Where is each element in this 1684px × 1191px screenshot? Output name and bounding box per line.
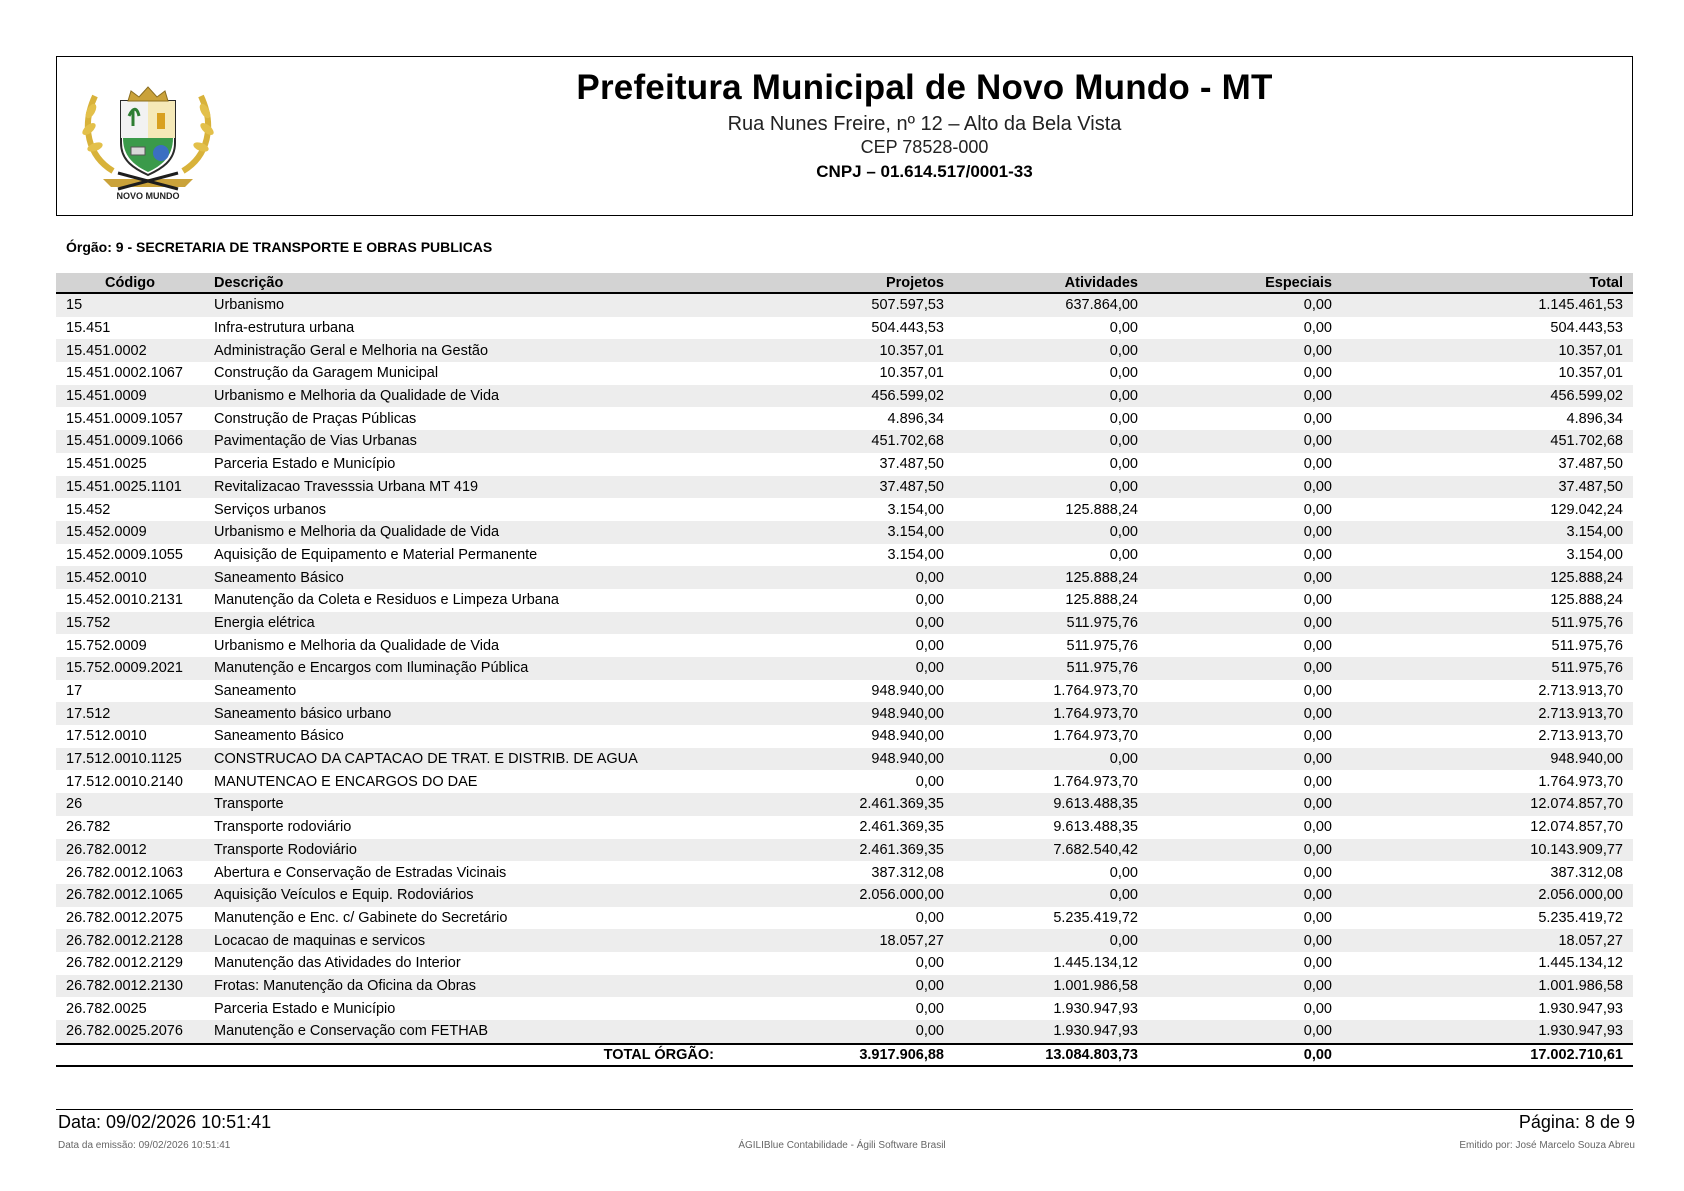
cell-projetos: 504.443,53 [871, 320, 944, 337]
cell-projetos: 387.312,08 [871, 864, 944, 881]
cell-total: 5.235.419,72 [1538, 909, 1623, 926]
cell-total: 2.713.913,70 [1342, 702, 1633, 725]
cell-atividades: 0,00 [954, 521, 1148, 544]
cell-especiais: 0,00 [1303, 365, 1332, 382]
cell-especiais: 0,00 [1148, 566, 1342, 589]
cell-total: 3.154,00 [1566, 546, 1623, 563]
cell-projetos: 948.940,00 [871, 728, 944, 745]
cell-total: 37.487,50 [1342, 476, 1633, 499]
cell-total: 125.888,24 [1342, 566, 1633, 589]
cell-projetos: 507.597,53 [724, 293, 954, 317]
cell-total: 2.056.000,00 [1342, 884, 1633, 907]
cell-descricao: Parceria Estado e Município [214, 456, 396, 473]
col-header-especiais: Especiais [1148, 273, 1342, 293]
table-row [56, 339, 1633, 362]
footer-issuer: Emitido por: José Marcelo Souza Abreu [1459, 1140, 1635, 1151]
table-row [56, 521, 1633, 544]
cell-projetos: 948.940,00 [724, 748, 954, 771]
cell-projetos: 456.599,02 [724, 385, 954, 408]
report-header [56, 56, 1633, 216]
table-total-row [56, 1044, 1633, 1066]
table-row [56, 407, 1633, 430]
cell-atividades: 7.682.540,42 [954, 839, 1148, 862]
cell-atividades: 0,00 [954, 929, 1148, 952]
cell-atividades: 0,00 [954, 476, 1148, 499]
table-row [56, 997, 1633, 1020]
cell-codigo: 17.512.0010.1125 [56, 748, 204, 771]
cell-atividades: 0,00 [1109, 456, 1138, 473]
total-projetos: 3.917.906,88 [724, 1044, 954, 1066]
cell-total: 511.975,76 [1342, 612, 1633, 635]
cell-codigo: 15.451.0002 [56, 339, 204, 362]
cell-codigo: 17.512.0010 [66, 728, 147, 745]
cell-atividades: 0,00 [1109, 365, 1138, 382]
cell-atividades: 1.445.134,12 [1053, 955, 1138, 972]
cell-total: 10.357,01 [1342, 339, 1633, 362]
cell-descricao: Administração Geral e Melhoria na Gestão [204, 339, 724, 362]
cell-especiais: 0,00 [1303, 683, 1332, 700]
cell-atividades: 9.613.488,35 [954, 793, 1148, 816]
budget-table [56, 273, 1633, 1067]
cell-descricao: Saneamento básico urbano [204, 702, 724, 725]
table-row [56, 839, 1633, 862]
cell-atividades: 9.613.488,35 [1053, 819, 1138, 836]
cell-codigo: 26 [56, 793, 204, 816]
table-row [56, 498, 1633, 521]
cell-total: 1.445.134,12 [1538, 955, 1623, 972]
cell-total: 18.057,27 [1342, 929, 1633, 952]
cell-atividades: 125.888,24 [954, 566, 1148, 589]
cell-projetos: 4.896,34 [887, 410, 944, 427]
cell-codigo: 15.451.0009.1066 [56, 430, 204, 453]
cell-descricao: Urbanismo [204, 293, 724, 317]
cell-especiais: 0,00 [1303, 320, 1332, 337]
table-row [56, 566, 1633, 589]
col-header-projetos: Projetos [724, 273, 954, 293]
cell-total: 504.443,53 [1550, 320, 1623, 337]
cell-especiais: 0,00 [1148, 975, 1342, 998]
table-row [56, 293, 1633, 317]
cell-descricao: Abertura e Conservação de Estradas Vicinais [214, 864, 507, 881]
cell-especiais: 0,00 [1148, 657, 1342, 680]
cell-especiais: 0,00 [1148, 839, 1342, 862]
cell-descricao: Manutenção da Coleta e Residuos e Limpeza Urbana [214, 592, 559, 609]
cell-codigo: 26.782.0012.2129 [66, 955, 183, 972]
cell-atividades: 511.975,76 [1066, 637, 1138, 654]
cell-descricao: Infra-estrutura urbana [214, 320, 355, 337]
cell-descricao: Parceria Estado e Município [214, 1000, 396, 1017]
cell-descricao: Urbanismo e Melhoria da Qualidade de Vida [204, 521, 724, 544]
cell-especiais: 0,00 [1303, 546, 1332, 563]
total-atividades: 13.084.803,73 [954, 1044, 1148, 1066]
cell-atividades: 0,00 [1109, 864, 1138, 881]
cell-descricao: Manutenção das Atividades do Interior [214, 955, 461, 972]
cell-projetos: 0,00 [724, 657, 954, 680]
cell-total: 37.487,50 [1558, 456, 1623, 473]
address: Rua Nunes Freire, nº 12 – Alto da Bela Vista [727, 113, 1122, 135]
cell-codigo: 15.451.0025 [66, 456, 147, 473]
table-row [56, 453, 1633, 476]
cell-especiais: 0,00 [1148, 884, 1342, 907]
cell-especiais: 0,00 [1148, 476, 1342, 499]
cell-especiais: 0,00 [1148, 430, 1342, 453]
cell-especiais: 0,00 [1303, 955, 1332, 972]
cell-atividades: 0,00 [954, 385, 1148, 408]
cell-total: 948.940,00 [1342, 748, 1633, 771]
cell-total: 387.312,08 [1550, 864, 1623, 881]
table-row [56, 748, 1633, 771]
cell-codigo: 15.452.0009.1055 [66, 546, 183, 563]
cell-total: 511.975,76 [1342, 657, 1633, 680]
cell-descricao: Transporte Rodoviário [204, 839, 724, 862]
footer-date: Data: 09/02/2026 10:51:41 [58, 1112, 272, 1132]
cell-atividades: 1.764.973,70 [1053, 728, 1138, 745]
cell-descricao: Aquisição Veículos e Equip. Rodoviários [204, 884, 724, 907]
col-header-codigo: Código [56, 273, 204, 293]
cell-especiais: 0,00 [1303, 773, 1332, 790]
cell-total: 10.357,01 [1558, 365, 1623, 382]
cell-projetos: 0,00 [915, 1000, 944, 1017]
cell-especiais: 0,00 [1148, 748, 1342, 771]
cell-especiais: 0,00 [1148, 793, 1342, 816]
cell-projetos: 0,00 [915, 773, 944, 790]
cell-projetos: 37.487,50 [879, 456, 944, 473]
table-row [56, 702, 1633, 725]
cell-codigo: 17 [66, 683, 83, 700]
cell-projetos: 2.056.000,00 [724, 884, 954, 907]
col-header-descricao: Descrição [204, 273, 724, 293]
cell-atividades: 511.975,76 [954, 657, 1148, 680]
cell-especiais: 0,00 [1303, 410, 1332, 427]
cell-especiais: 0,00 [1148, 385, 1342, 408]
cell-especiais: 0,00 [1148, 293, 1342, 317]
cell-projetos: 0,00 [724, 975, 954, 998]
total-especiais: 0,00 [1148, 1044, 1342, 1066]
cell-atividades: 1.930.947,93 [1053, 1000, 1138, 1017]
cell-especiais: 0,00 [1303, 864, 1332, 881]
table-row [56, 362, 1633, 385]
cell-atividades: 1.764.973,70 [954, 702, 1148, 725]
table-row [56, 816, 1633, 839]
cell-descricao: Urbanismo e Melhoria da Qualidade de Vida [214, 637, 500, 654]
cell-codigo: 15.752.0009 [66, 637, 147, 654]
cell-especiais: 0,00 [1303, 501, 1332, 518]
cell-codigo: 26.782.0012.1065 [56, 884, 204, 907]
cell-codigo: 15.752.0009.2021 [56, 657, 204, 680]
table-row [56, 975, 1633, 998]
cell-especiais: 0,00 [1303, 728, 1332, 745]
cell-descricao: Saneamento Básico [204, 566, 724, 589]
cell-projetos: 0,00 [915, 637, 944, 654]
cell-projetos: 10.357,01 [879, 365, 944, 382]
cell-descricao: Manutenção e Conservação com FETHAB [204, 1020, 724, 1044]
cell-atividades: 0,00 [1109, 320, 1138, 337]
cell-especiais: 0,00 [1148, 702, 1342, 725]
cell-descricao: Construção de Praças Públicas [214, 410, 417, 427]
table-row [56, 612, 1633, 635]
table-row [56, 385, 1633, 408]
cell-total: 1.145.461,53 [1342, 293, 1633, 317]
cell-atividades: 637.864,00 [954, 293, 1148, 317]
table-body [56, 293, 1633, 1044]
cell-total: 4.896,34 [1566, 410, 1623, 427]
col-header-total: Total [1342, 273, 1633, 293]
cell-descricao: Transporte [204, 793, 724, 816]
cell-codigo: 17.512.0010.2140 [66, 773, 183, 790]
cell-total: 456.599,02 [1342, 385, 1633, 408]
table-row [56, 589, 1633, 612]
cell-descricao: Transporte rodoviário [214, 819, 352, 836]
cell-especiais: 0,00 [1148, 1020, 1342, 1044]
footer-software: ÁGILIBlue Contabilidade - Ágili Software Brasil [738, 1140, 946, 1151]
cell-total: 1.001.986,58 [1342, 975, 1633, 998]
cell-especiais: 0,00 [1303, 909, 1332, 926]
table-row [56, 861, 1633, 884]
cell-codigo: 26.782.0025.2076 [56, 1020, 204, 1044]
cell-projetos: 2.461.369,35 [724, 839, 954, 862]
footer-emission-date: Data da emissão: 09/02/2026 10:51:41 [58, 1140, 231, 1151]
total-empty-cell [56, 1044, 204, 1066]
cell-descricao: Aquisição de Equipamento e Material Permanente [214, 546, 538, 563]
cell-atividades: 0,00 [954, 884, 1148, 907]
table-row [56, 476, 1633, 499]
cell-atividades: 1.001.986,58 [954, 975, 1148, 998]
table-row [56, 317, 1633, 340]
footer-divider [56, 1109, 1633, 1110]
table-row [56, 430, 1633, 453]
page-title: Prefeitura Municipal de Novo Mundo - MT [576, 68, 1273, 107]
cell-codigo: 26.782.0012.2075 [66, 909, 183, 926]
cell-especiais: 0,00 [1303, 592, 1332, 609]
cell-codigo: 15.452.0010.2131 [66, 592, 183, 609]
cell-projetos: 948.940,00 [724, 702, 954, 725]
footer-page-number: Página: 8 de 9 [1518, 1112, 1635, 1132]
cell-total: 3.154,00 [1342, 521, 1633, 544]
table-row [56, 657, 1633, 680]
cell-codigo: 15.452 [66, 501, 111, 518]
orgao-heading: Órgão: 9 - SECRETARIA DE TRANSPORTE E OBRAS PUBLICAS [66, 239, 493, 255]
cell-especiais: 0,00 [1148, 929, 1342, 952]
table-row [56, 634, 1633, 657]
cell-descricao: Revitalizacao Travesssia Urbana MT 419 [204, 476, 724, 499]
cell-descricao: Frotas: Manutenção da Oficina da Obras [204, 975, 724, 998]
cell-codigo: 15.451.0002.1067 [66, 365, 183, 382]
cell-atividades: 1.764.973,70 [1053, 773, 1138, 790]
cell-especiais: 0,00 [1148, 521, 1342, 544]
table-row [56, 793, 1633, 816]
cell-total: 511.975,76 [1551, 637, 1623, 654]
col-header-atividades: Atividades [954, 273, 1148, 293]
cell-total: 1.930.947,93 [1342, 1020, 1633, 1044]
cell-codigo: 26.782.0012.2130 [56, 975, 204, 998]
cell-atividades: 0,00 [954, 748, 1148, 771]
cell-atividades: 511.975,76 [954, 612, 1148, 635]
table-row [56, 929, 1633, 952]
cell-projetos: 0,00 [724, 1020, 954, 1044]
cell-atividades: 0,00 [1109, 410, 1138, 427]
cell-descricao: Manutenção e Encargos com Iluminação Pública [204, 657, 724, 680]
table-row [56, 1020, 1633, 1044]
cell-descricao: Urbanismo e Melhoria da Qualidade de Vida [204, 385, 724, 408]
cell-codigo: 15 [56, 293, 204, 317]
cell-especiais: 0,00 [1303, 1000, 1332, 1017]
cell-codigo: 17.512 [56, 702, 204, 725]
cell-total: 1.930.947,93 [1538, 1000, 1623, 1017]
cell-projetos: 2.461.369,35 [859, 819, 944, 836]
table-row [56, 725, 1633, 748]
header-text [237, 67, 1612, 184]
cell-descricao: Construção da Garagem Municipal [214, 365, 439, 382]
cell-especiais: 0,00 [1303, 819, 1332, 836]
cell-codigo: 26.782.0025 [66, 1000, 147, 1017]
cell-atividades: 1.764.973,70 [1053, 683, 1138, 700]
cell-projetos: 0,00 [915, 909, 944, 926]
cell-codigo: 26.782.0012.2128 [56, 929, 204, 952]
cell-codigo: 15.452.0010 [56, 566, 204, 589]
cell-codigo: 26.782.0012.1063 [66, 864, 183, 881]
cell-descricao: Energia elétrica [204, 612, 724, 635]
cell-codigo: 26.782.0012 [56, 839, 204, 862]
cell-descricao: MANUTENCAO E ENCARGOS DO DAE [214, 773, 478, 790]
cell-projetos: 0,00 [915, 592, 944, 609]
cell-total: 2.713.913,70 [1538, 728, 1623, 745]
table-row [56, 680, 1633, 703]
cell-projetos: 18.057,27 [724, 929, 954, 952]
cell-total: 129.042,24 [1550, 501, 1623, 518]
cell-projetos: 3.154,00 [887, 501, 944, 518]
table-row [56, 907, 1633, 930]
cell-descricao: Saneamento Básico [214, 728, 344, 745]
cell-codigo: 26.782 [66, 819, 111, 836]
cell-codigo: 15.452.0009 [56, 521, 204, 544]
cell-codigo: 15.451 [66, 320, 111, 337]
cell-projetos: 0,00 [915, 955, 944, 972]
cell-codigo: 15.451.0009.1057 [66, 410, 183, 427]
svg-text:NOVO MUNDO: NOVO MUNDO [116, 191, 180, 201]
cell-total: 12.074.857,70 [1530, 819, 1623, 836]
cell-total: 12.074.857,70 [1342, 793, 1633, 816]
cell-especiais: 0,00 [1303, 637, 1332, 654]
cep: CEP 78528-000 [860, 137, 989, 157]
total-label: TOTAL ÓRGÃO: [204, 1044, 724, 1066]
cell-projetos: 2.461.369,35 [724, 793, 954, 816]
cell-projetos: 451.702,68 [724, 430, 954, 453]
cell-especiais: 0,00 [1148, 612, 1342, 635]
municipal-coat-of-arms-logo [73, 71, 223, 203]
cell-atividades: 0,00 [954, 430, 1148, 453]
cell-descricao: CONSTRUCAO DA CAPTACAO DE TRAT. E DISTRIB. DE AGUA [204, 748, 724, 771]
table-row [56, 952, 1633, 975]
cell-descricao: Saneamento [214, 683, 297, 700]
cell-projetos: 37.487,50 [724, 476, 954, 499]
table-row [56, 544, 1633, 567]
cell-descricao: Serviços urbanos [214, 501, 327, 518]
cell-especiais: 0,00 [1303, 456, 1332, 473]
cell-projetos: 0,00 [724, 566, 954, 589]
cell-atividades: 125.888,24 [1065, 592, 1138, 609]
cell-descricao: Locacao de maquinas e servicos [204, 929, 724, 952]
cell-atividades: 1.930.947,93 [954, 1020, 1148, 1044]
cell-atividades: 125.888,24 [1065, 501, 1138, 518]
cell-descricao: Pavimentação de Vias Urbanas [204, 430, 724, 453]
cell-total: 451.702,68 [1342, 430, 1633, 453]
table-row [56, 884, 1633, 907]
cell-projetos: 3.154,00 [724, 521, 954, 544]
cell-total: 2.713.913,70 [1538, 683, 1623, 700]
cell-projetos: 10.357,01 [724, 339, 954, 362]
cell-codigo: 15.752 [56, 612, 204, 635]
cell-projetos: 0,00 [724, 612, 954, 635]
cell-atividades: 0,00 [1109, 546, 1138, 563]
cell-codigo: 15.451.0009 [56, 385, 204, 408]
cell-atividades: 5.235.419,72 [1053, 909, 1138, 926]
cell-projetos: 948.940,00 [871, 683, 944, 700]
cnpj: CNPJ – 01.614.517/0001-33 [816, 162, 1033, 181]
table-row [56, 770, 1633, 793]
cell-descricao: Manutenção e Enc. c/ Gabinete do Secretário [214, 909, 508, 926]
cell-atividades: 0,00 [954, 339, 1148, 362]
cell-total: 125.888,24 [1550, 592, 1623, 609]
cell-total: 10.143.909,77 [1342, 839, 1633, 862]
cell-total: 1.764.973,70 [1538, 773, 1623, 790]
table-header-row [56, 273, 1633, 293]
cell-codigo: 15.451.0025.1101 [56, 476, 204, 499]
cell-projetos: 3.154,00 [887, 546, 944, 563]
cell-especiais: 0,00 [1148, 339, 1342, 362]
total-total: 17.002.710,61 [1342, 1044, 1633, 1066]
